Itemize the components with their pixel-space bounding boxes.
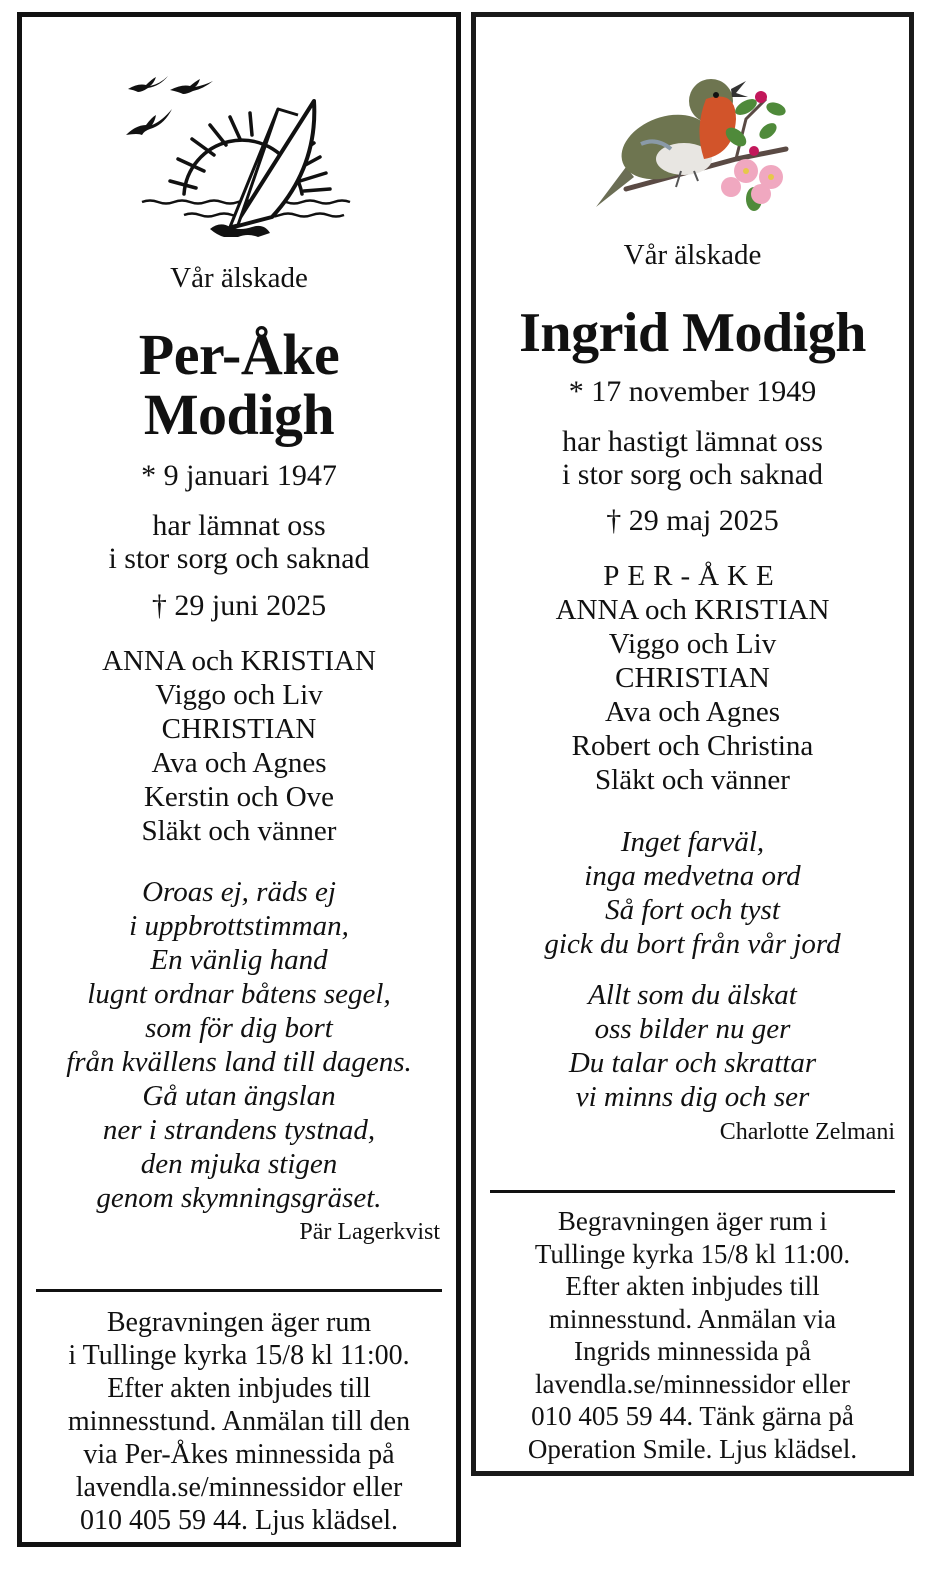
mourner: Robert och Christina xyxy=(571,730,814,762)
mourner: CHRISTIAN xyxy=(161,713,317,745)
divider xyxy=(36,1289,442,1292)
mourner: Kerstin och Ove xyxy=(143,781,335,813)
funeral-info: Begravningen äger rum i Tullinge kyrka 15/8 kl 11:00. Efter akten inbjudes till minnesstund. Anmälan till den via Per-Åkes minnessida på lavendla.se/minnessidor eller 010 405 59 44. Ljus klädsel. xyxy=(67,1307,411,1536)
poem: Oroas ej, räds ej i uppbrottstimman, En vänlig hand lugnt ordnar båtens segel, som för dig bort från kvällens land till dagens. Gå utan ängslan ner i strandens tystnad, den mjuka stigen genom skymningsgräset. xyxy=(66,876,412,1214)
mourner-spouse: PER-ÅKE xyxy=(603,560,782,592)
poem-author: Charlotte Zelmani xyxy=(719,1119,895,1145)
death-date: † 29 maj 2025 xyxy=(606,504,779,537)
sailboat-sun-seagulls-icon xyxy=(122,57,362,237)
mourners-list xyxy=(22,644,456,848)
mourner: CHRISTIAN xyxy=(615,662,770,694)
intro-text: Vår älskade xyxy=(623,239,762,271)
poem-stanza-2: Allt som du älskat oss bilder nu ger Du talar och skrattar vi minns dig och ser xyxy=(568,979,817,1113)
name-line: Modigh xyxy=(143,382,335,447)
mourner: ANNA och KRISTIAN xyxy=(555,594,830,626)
death-message: har hastigt lämnat oss i stor sorg och saknad xyxy=(561,425,824,491)
poem-author: Pär Lagerkvist xyxy=(299,1219,440,1245)
mourner: Släkt och vänner xyxy=(595,764,790,796)
mourner: ANNA och KRISTIAN xyxy=(102,645,376,677)
birth-date: * 9 januari 1947 xyxy=(141,459,337,492)
mourners-list xyxy=(476,559,909,797)
name-line: Ingrid Modigh xyxy=(519,302,866,364)
funeral-info: Begravningen äger rum i Tullinge kyrka 15/8 kl 11:00. Efter akten inbjudes till minnesstund. Anmälan via Ingrids minnessida på lavendla.se/minnessidor eller 010 405 59 44. Tänk gärna på Operation Smile. Ljus klädsel. xyxy=(527,1206,858,1464)
robin-bird-on-blossom-branch-icon xyxy=(586,59,796,219)
deceased-name xyxy=(22,322,456,447)
mourner: Släkt och vänner xyxy=(141,815,337,847)
name-line: Per-Åke xyxy=(138,322,340,387)
obituary-per-ake xyxy=(17,12,461,1547)
obituary-ingrid xyxy=(471,12,914,1476)
mourner: Viggo och Liv xyxy=(155,679,323,711)
divider xyxy=(490,1190,895,1193)
death-date: † 29 juni 2025 xyxy=(151,589,327,622)
birth-date: * 17 november 1949 xyxy=(568,375,817,408)
mourner: Ava och Agnes xyxy=(604,696,781,728)
mourner: Viggo och Liv xyxy=(608,628,777,660)
intro-text: Vår älskade xyxy=(170,262,308,294)
poem-stanza-1: Inget farväl, inga medvetna ord Så fort och tyst gick du bort från vår jord xyxy=(544,826,841,960)
mourner: Ava och Agnes xyxy=(151,747,327,779)
death-message: har lämnat oss i stor sorg och saknad xyxy=(108,509,370,575)
deceased-name xyxy=(476,303,909,363)
